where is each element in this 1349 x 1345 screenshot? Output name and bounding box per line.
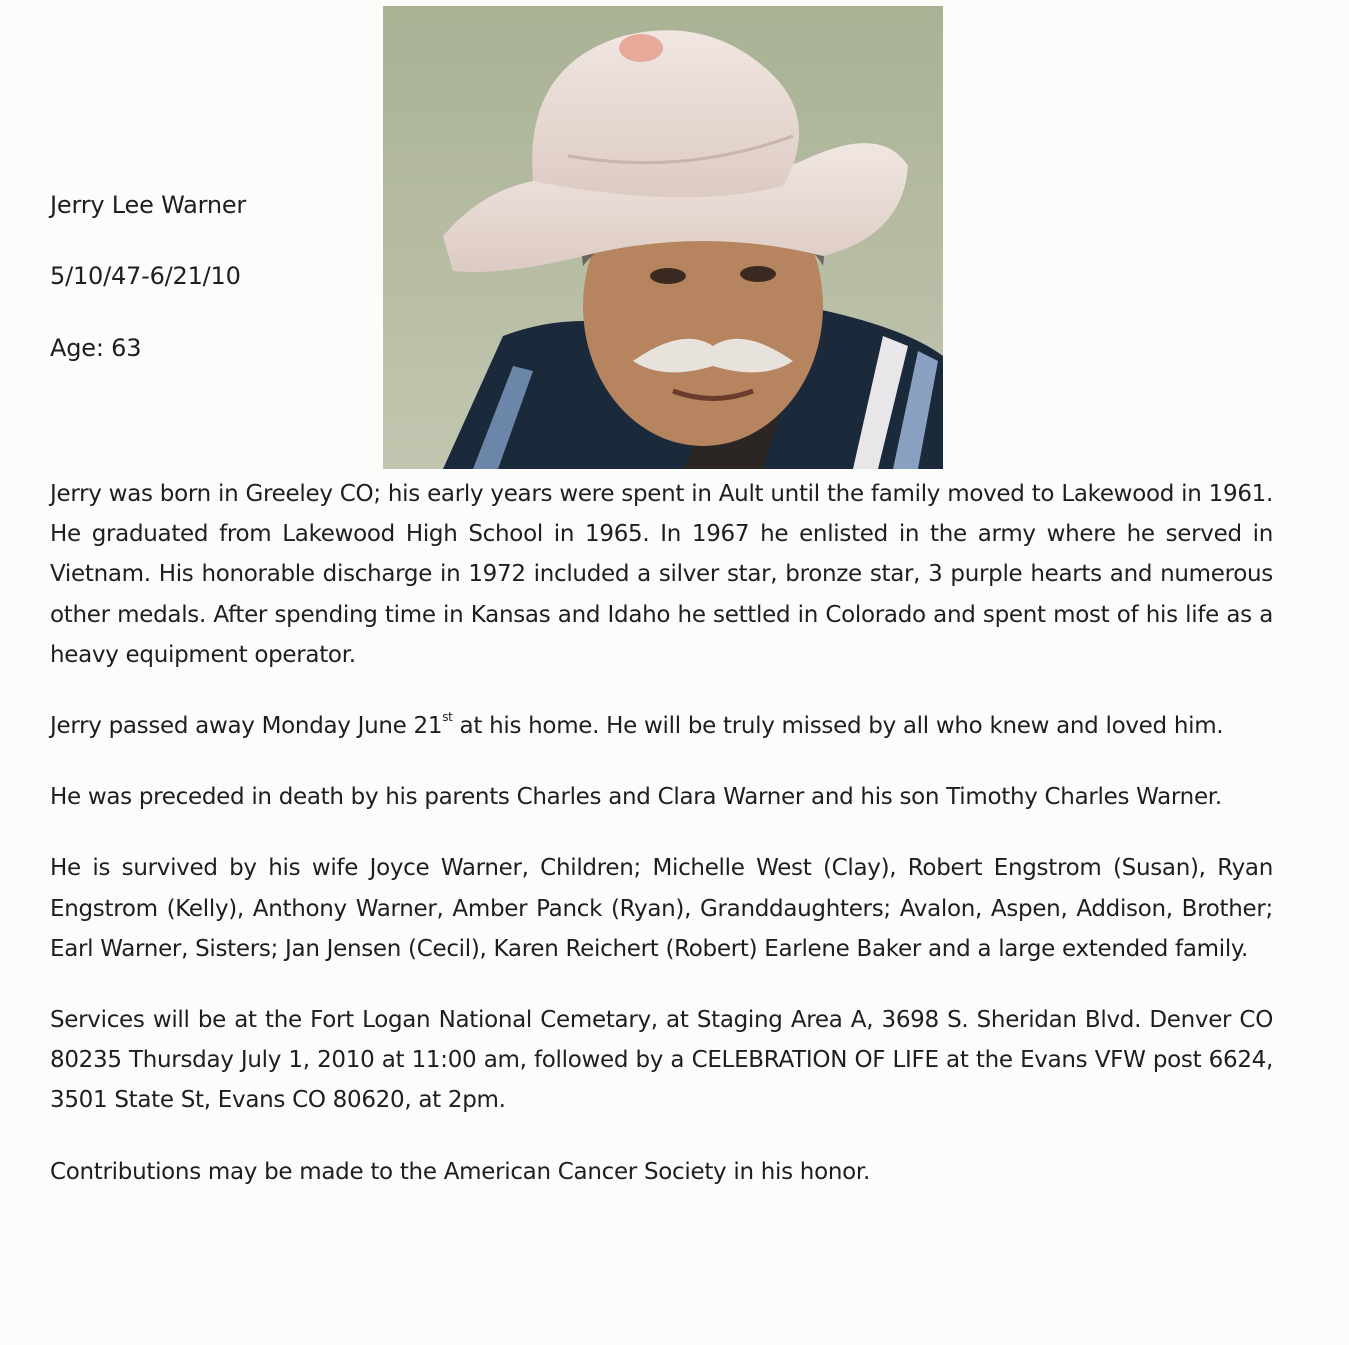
services-paragraph: Services will be at the Fort Logan National Cemetary, at Staging Area A, 3698 S. Sheridan Blvd. Denver CO 80235 Thursday July 1, 2010 at 11:00 am, followed by a CELEBRATION OF LIFE at the Evans VFW post 6624, 3501 State St, Evans CO 80620, at 2pm.: [50, 1007, 1273, 1114]
biography-paragraph: Jerry was born in Greeley CO; his early years were spent in Ault until the family moved to Lakewood in 1961. He graduated from Lakewood High School in 1965. In 1967 he enlisted in the army where he served in Vietnam. His honorable discharge in 1972 included a silver star, bronze star, 3 purple hearts and numerous other medals. After spending time in Kansas and Idaho he settled in Colorado and spent most of his life as a heavy equipment operator.: [50, 481, 1273, 668]
survivors-paragraph: He is survived by his wife Joyce Warner, Children; Michelle West (Clay), Robert Engstrom (Susan), Ryan Engstrom (Kelly), Anthony Warner, Amber Panck (Ryan), Granddaughters; Avalon, Aspen, Addison, Brother; Earl Warner, Sisters; Jan Jensen (Cecil), Karen Reichert (Robert) Earlene Baker and a large extended family.: [50, 855, 1273, 962]
portrait-illustration: [383, 6, 943, 469]
obituary-body: [50, 474, 1273, 1192]
passing-text-end: at his home. He will be truly missed by all who knew and loved him.: [452, 713, 1224, 740]
age-line: Age: 63: [50, 334, 142, 362]
ordinal-suffix: st: [442, 710, 453, 725]
contributions-paragraph: Contributions may be made to the American Cancer Society in his honor.: [50, 1158, 870, 1185]
deceased-name: Jerry Lee Warner: [50, 191, 247, 219]
passing-text-start: Jerry passed away Monday June 21: [50, 713, 443, 740]
life-dates: 5/10/47-6/21/10: [50, 262, 241, 290]
portrait-photo: [383, 6, 943, 469]
preceded-paragraph: He was preceded in death by his parents Charles and Clara Warner and his son Timothy Charles Warner.: [50, 784, 1222, 811]
passing-paragraph: [50, 706, 1273, 746]
